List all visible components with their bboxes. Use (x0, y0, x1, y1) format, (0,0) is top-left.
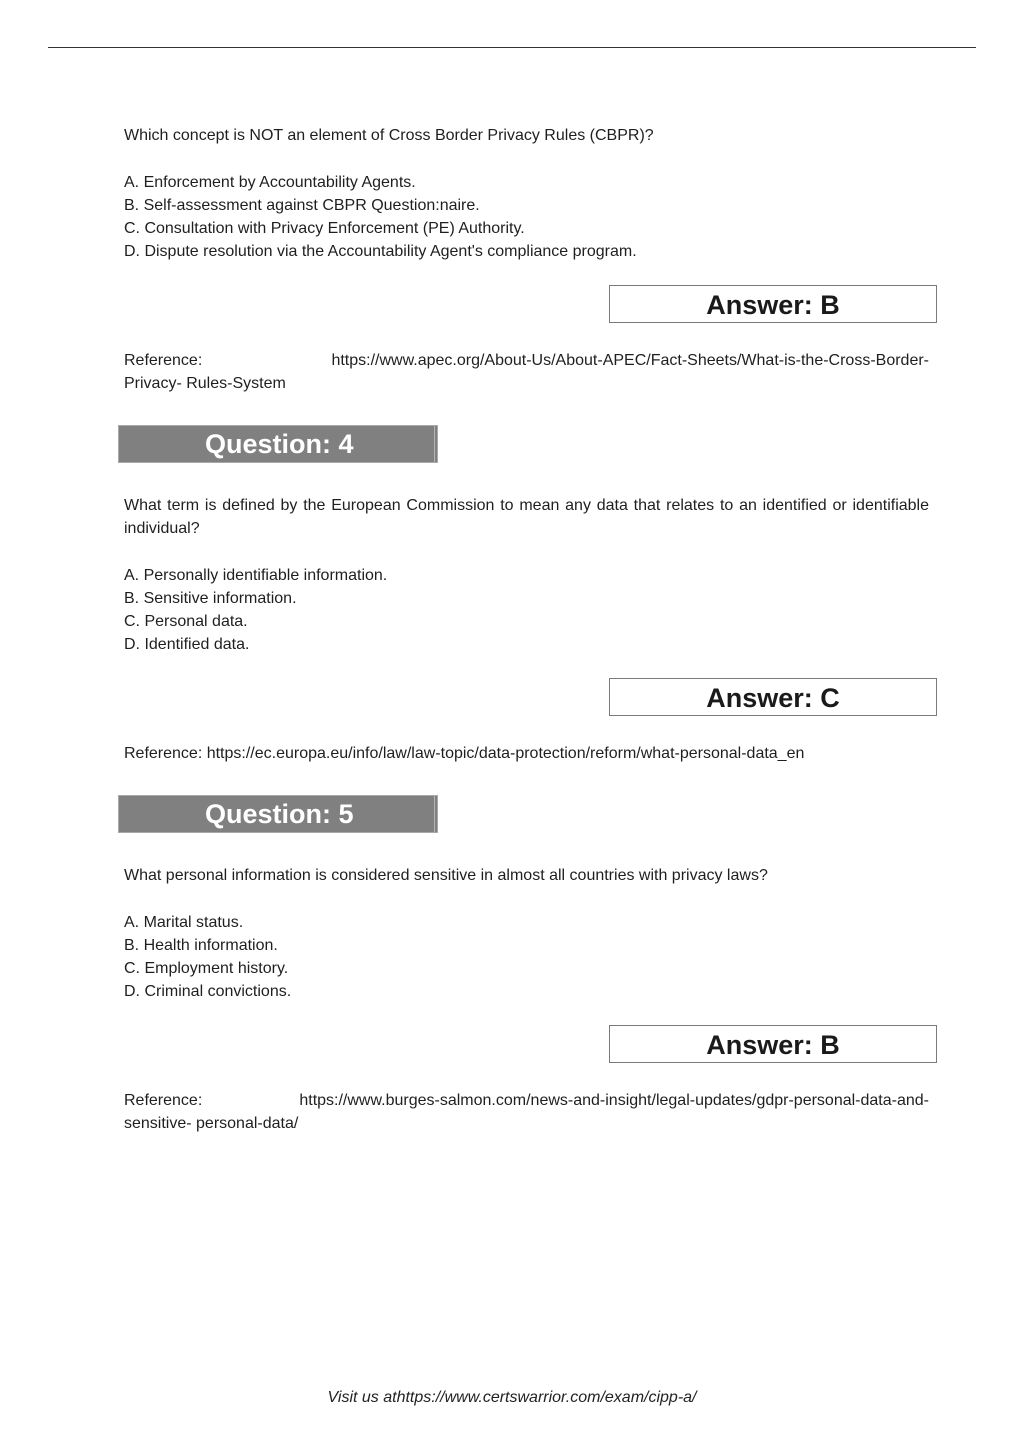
option-c: C. Consultation with Privacy Enforcement (PE) Authority. (124, 220, 525, 237)
question-5-stem: What personal information is considered sensitive in almost all countries with privacy laws? (124, 867, 768, 884)
footer-visit-link[interactable]: Visit us athttps://www.certswarrior.com/exam/cipp-a/ (327, 1389, 697, 1406)
option-b: B. Self-assessment against CBPR Question:naire. (124, 197, 480, 214)
option-d: D. Identified data. (124, 636, 250, 653)
question-3-options (124, 171, 637, 263)
option-c: C. Employment history. (124, 960, 289, 977)
question-4-answer: Answer: C (609, 678, 937, 716)
question-5-banner: Question: 5 (118, 795, 438, 833)
option-b: B. Health information. (124, 937, 278, 954)
option-a: A. Personally identifiable information. (124, 567, 388, 584)
reference-link[interactable]: https://www.apec.org/About-Us/About-APEC/Fact-Sheets/What-is-the-Cross-Border- (331, 352, 929, 369)
option-d: D. Criminal convictions. (124, 983, 292, 1000)
reference-label: Reference: (124, 1092, 203, 1109)
header-divider (48, 47, 976, 48)
option-b: B. Sensitive information. (124, 590, 297, 607)
option-c: C. Personal data. (124, 613, 248, 630)
reference-link[interactable]: https://www.burges-salmon.com/news-and-insight/legal-updates/gdpr-personal-data-and- (299, 1092, 929, 1109)
option-a: A. Enforcement by Accountability Agents. (124, 174, 416, 191)
question-5-options (124, 911, 291, 1003)
question-5-answer: Answer: B (609, 1025, 937, 1063)
question-5-reference (124, 1089, 929, 1135)
question-3-answer: Answer: B (609, 285, 937, 323)
question-4-options (124, 564, 387, 656)
question-3-reference (124, 349, 929, 395)
question-4-stem: What term is defined by the European Commission to mean any data that relates to an identified or identifiable individual? (124, 497, 929, 537)
question-4-reference[interactable]: Reference: https://ec.europa.eu/info/law/law-topic/data-protection/reform/what-personal-data_en (124, 745, 805, 762)
question-3-stem: Which concept is NOT an element of Cross Border Privacy Rules (CBPR)? (124, 127, 654, 144)
option-d: D. Dispute resolution via the Accountability Agent's compliance program. (124, 243, 637, 260)
option-a: A. Marital status. (124, 914, 244, 931)
question-4-banner: Question: 4 (118, 425, 438, 463)
reference-link-continued[interactable]: Privacy- Rules-System (124, 375, 286, 392)
reference-link-continued[interactable]: sensitive- personal-data/ (124, 1115, 299, 1132)
reference-label: Reference: (124, 352, 203, 369)
